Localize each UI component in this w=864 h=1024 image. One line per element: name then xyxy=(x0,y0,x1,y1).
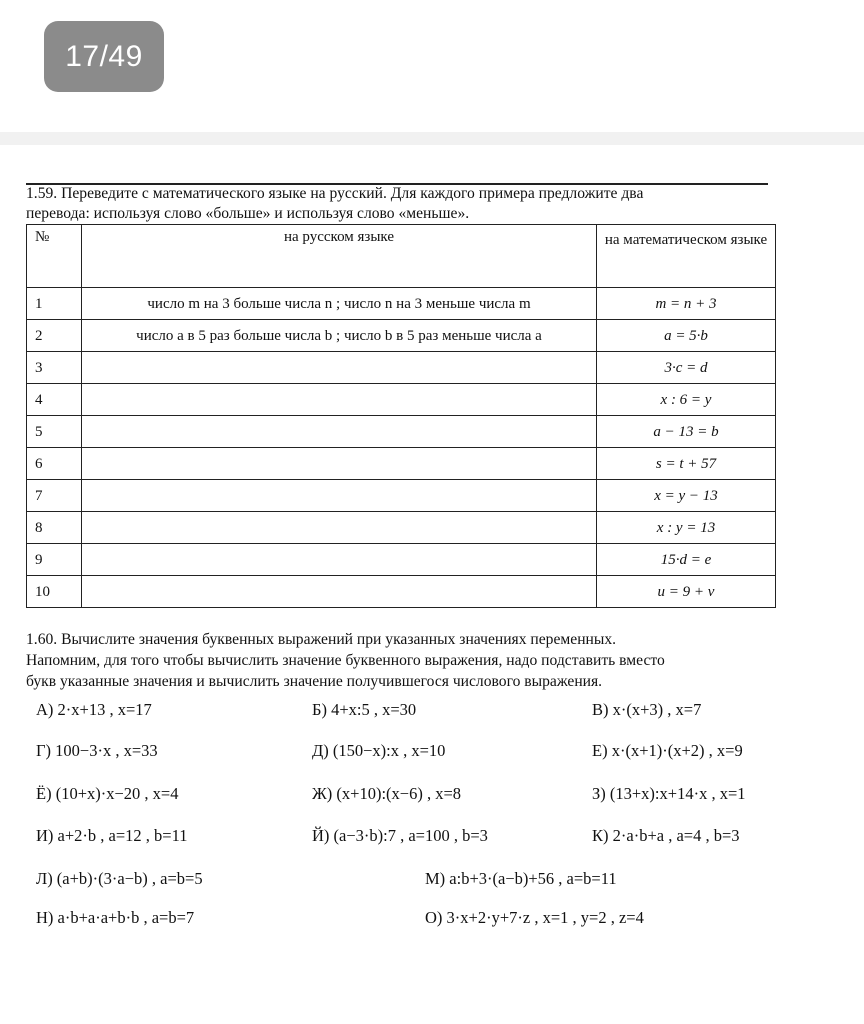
row-ru xyxy=(82,512,597,544)
table-row xyxy=(27,576,776,608)
header-math: на математическом языке xyxy=(597,225,776,288)
row-math xyxy=(597,384,776,416)
table-row xyxy=(27,384,776,416)
row-num: 9 xyxy=(27,544,82,576)
row-num: 4 xyxy=(27,384,82,416)
exercise-n: Н) a·b+a·a+b·b , a=b=7 xyxy=(36,908,195,927)
row-num: 10 xyxy=(27,576,82,608)
exercise-g: Г) 100−3·x , x=33 xyxy=(36,741,158,760)
row-ru xyxy=(82,416,597,448)
exercise-y: Й) (a−3·b):7 , a=100 , b=3 xyxy=(312,826,488,845)
task-160-line-2: Напомним, для того чтобы вычислить значение буквенного выражения, надо подставить вместо xyxy=(26,652,665,669)
document-page xyxy=(0,145,864,1024)
row-math xyxy=(597,416,776,448)
task-160-line-3: букв указанные значения и вычислить значение получившегося числового выражения. xyxy=(26,673,603,690)
row-math-formula: x : y = 13 xyxy=(656,519,716,536)
table-header-row xyxy=(27,225,776,288)
row-ru xyxy=(82,448,597,480)
task-160-line-1: 1.60. Вычислите значения буквенных выражений при указанных значениях переменных. xyxy=(26,631,617,648)
row-num: 8 xyxy=(27,512,82,544)
exercise-d: Д) (150−x):x , x=10 xyxy=(312,741,446,760)
row-ru xyxy=(82,544,597,576)
row-math-formula: x : 6 = y xyxy=(660,391,712,408)
row-num: 3 xyxy=(27,352,82,384)
row-num: 1 xyxy=(27,288,82,320)
row-math xyxy=(597,480,776,512)
row-num: 2 xyxy=(27,320,82,352)
row-math-formula: a − 13 = b xyxy=(653,423,719,440)
row-ru: число m на 3 больше числа n ; число n на 3 меньше числа m xyxy=(82,288,597,320)
row-math-formula: m = n + 3 xyxy=(655,295,717,312)
row-ru xyxy=(82,384,597,416)
table-row xyxy=(27,448,776,480)
task-159-line-1: 1.59. Переведите с математического языке на русский. Для каждого примера предложите два xyxy=(26,185,644,202)
exercise-z: З) (13+x):x+14·x , x=1 xyxy=(592,784,746,803)
table-row xyxy=(27,512,776,544)
row-math xyxy=(597,320,776,352)
exercise-m: М) a:b+3·(a−b)+56 , a=b=11 xyxy=(425,869,617,888)
row-ru: число a в 5 раз больше числа b ; число b в 5 раз меньше числа a xyxy=(82,320,597,352)
exercise-o: О) 3·x+2·y+7·z , x=1 , y=2 , z=4 xyxy=(425,908,644,927)
table-row xyxy=(27,480,776,512)
row-math xyxy=(597,544,776,576)
page-counter-badge xyxy=(44,21,164,92)
row-num: 6 xyxy=(27,448,82,480)
row-ru xyxy=(82,352,597,384)
task-160-statement xyxy=(26,629,812,692)
table-row xyxy=(27,352,776,384)
row-math xyxy=(597,288,776,320)
row-math xyxy=(597,352,776,384)
task-159-statement xyxy=(26,184,768,224)
translation-table xyxy=(26,224,776,608)
task-159-line-2: перевода: используя слово «больше» и используя слово «меньше». xyxy=(26,205,470,222)
table-row xyxy=(27,288,776,320)
table-row xyxy=(27,320,776,352)
row-math-formula: 3·c = d xyxy=(664,359,708,376)
row-num: 7 xyxy=(27,480,82,512)
row-num: 5 xyxy=(27,416,82,448)
table-row xyxy=(27,544,776,576)
exercise-l: Л) (a+b)·(3·a−b) , a=b=5 xyxy=(36,869,203,888)
table-row xyxy=(27,416,776,448)
row-ru xyxy=(82,480,597,512)
exercise-v: В) x·(x+3) , x=7 xyxy=(592,700,702,719)
row-math xyxy=(597,576,776,608)
exercise-yo: Ё) (10+x)·x−20 , x=4 xyxy=(36,784,179,803)
exercise-e: Е) x·(x+1)·(x+2) , x=9 xyxy=(592,741,743,760)
page-counter-text: 17/49 xyxy=(65,39,143,73)
row-math-formula: 15·d = e xyxy=(660,551,712,568)
page-separator xyxy=(0,132,864,145)
exercise-k: К) 2·a·b+a , a=4 , b=3 xyxy=(592,826,740,845)
row-math-formula: s = t + 57 xyxy=(655,455,717,472)
row-ru xyxy=(82,576,597,608)
row-math xyxy=(597,448,776,480)
header-num: № xyxy=(27,225,82,288)
header-ru: на русском языке xyxy=(82,225,597,288)
exercise-i: И) a+2·b , a=12 , b=11 xyxy=(36,826,188,845)
exercise-b: Б) 4+x:5 , x=30 xyxy=(312,700,417,719)
row-math-formula: x = y − 13 xyxy=(654,487,718,504)
row-math xyxy=(597,512,776,544)
exercise-zh: Ж) (x+10):(x−6) , x=8 xyxy=(312,784,462,803)
row-math-formula: a = 5·b xyxy=(664,327,708,344)
row-math-formula: u = 9 + v xyxy=(657,583,715,600)
exercise-a: А) 2·x+13 , x=17 xyxy=(36,700,152,719)
